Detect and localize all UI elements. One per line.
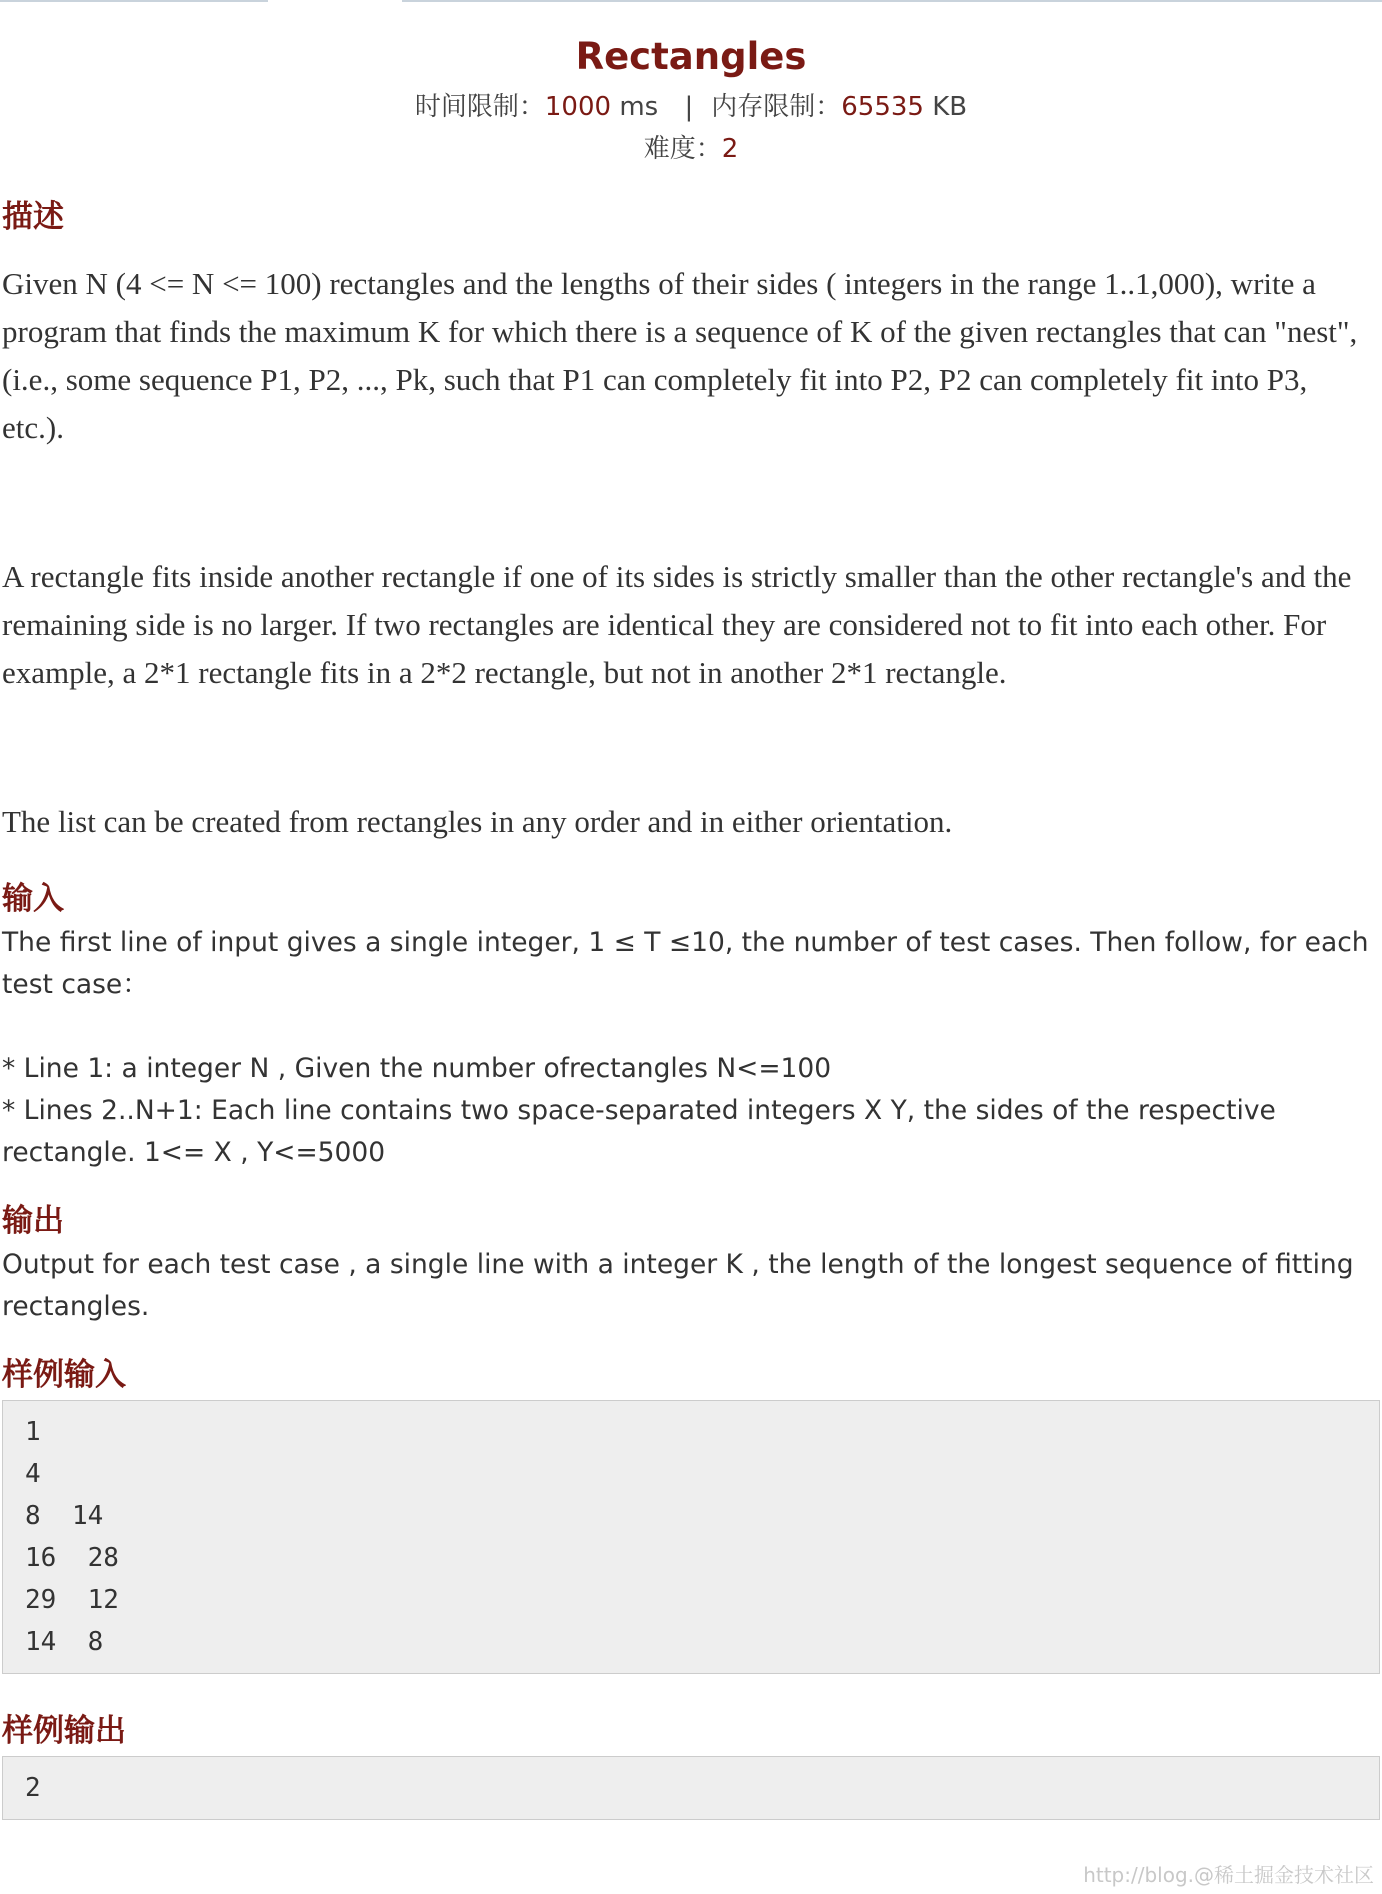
sample-input-box: [2, 1400, 1380, 1674]
memory-limit-unit: KB: [932, 92, 968, 122]
watermark: http://blog.@稀土掘金技术社区: [1083, 1863, 1374, 1887]
sample-output-box: [2, 1756, 1380, 1820]
difficulty-label: 难度：: [643, 134, 722, 164]
sample-input-line: 29 12: [25, 1585, 119, 1615]
input-heading: 输入: [2, 881, 64, 917]
input-intro: The first line of input gives a single integer, 1 ≤ T ≤10, the number of test cases. Then follow, for each test case：: [2, 927, 1369, 1000]
time-limit-value: 1000: [544, 92, 612, 122]
description-paragraph-3: The list can be created from rectangles in any order and in either orientation.: [2, 804, 953, 839]
input-line-1: * Line 1: a integer N , Given the number ofrectangles N<=100: [2, 1053, 832, 1084]
time-limit-label: 时间限制：: [414, 92, 545, 122]
sample-input-line: 1: [25, 1417, 41, 1447]
difficulty-line: [0, 128, 1382, 170]
difficulty-value: 2: [721, 134, 739, 164]
input-line-2: * Lines 2..N+1: Each line contains two space-separated integers X Y, the sides of the respective rectangle. 1<= X , Y<=5000: [2, 1095, 1276, 1168]
output-text: Output for each test case , a single line with a integer K , the length of the longest sequence of fitting rectangles.: [2, 1249, 1354, 1322]
description-paragraph-2: A rectangle fits inside another rectangle if one of its sides is strictly smaller than the other rectangle's and the remaining side is no larger. If two rectangles are identical they are considered not to fit into each other. For example, a 2*1 rectangle fits in a 2*2 rectangle, but not in another 2*1 rectangle.: [2, 559, 1352, 690]
limits-separator: |: [684, 92, 694, 122]
problem-title: Rectangles: [575, 35, 807, 78]
time-limit-unit: ms: [619, 92, 659, 122]
memory-limit-value: 65535: [841, 92, 924, 122]
sample-input-line: 16 28: [25, 1543, 119, 1573]
description-heading: 描述: [2, 199, 64, 235]
memory-limit-label: 内存限制：: [711, 92, 842, 122]
sample-input-line: 8 14: [25, 1501, 104, 1531]
output-heading: 输出: [2, 1203, 64, 1239]
description-paragraph-1: Given N (4 <= N <= 100) rectangles and the lengths of their sides ( integers in the range 1..1,000), write a program that finds the maximum K for which there is a sequence of K of the given rectangles that can "nest", (i.e., some sequence P1, P2, ..., Pk, such that P1 can completely fit into P2, P2 can completely fit into P3, etc.).: [2, 266, 1358, 445]
sample-output-heading: 样例输出: [2, 1713, 126, 1749]
sample-input-line: 4: [25, 1459, 41, 1489]
problem-header: [0, 0, 1382, 170]
sample-input-line: 14 8: [25, 1627, 104, 1657]
sample-input-heading: 样例输入: [2, 1357, 126, 1393]
sample-output-line: 2: [25, 1773, 41, 1803]
limits-line: [0, 86, 1382, 128]
